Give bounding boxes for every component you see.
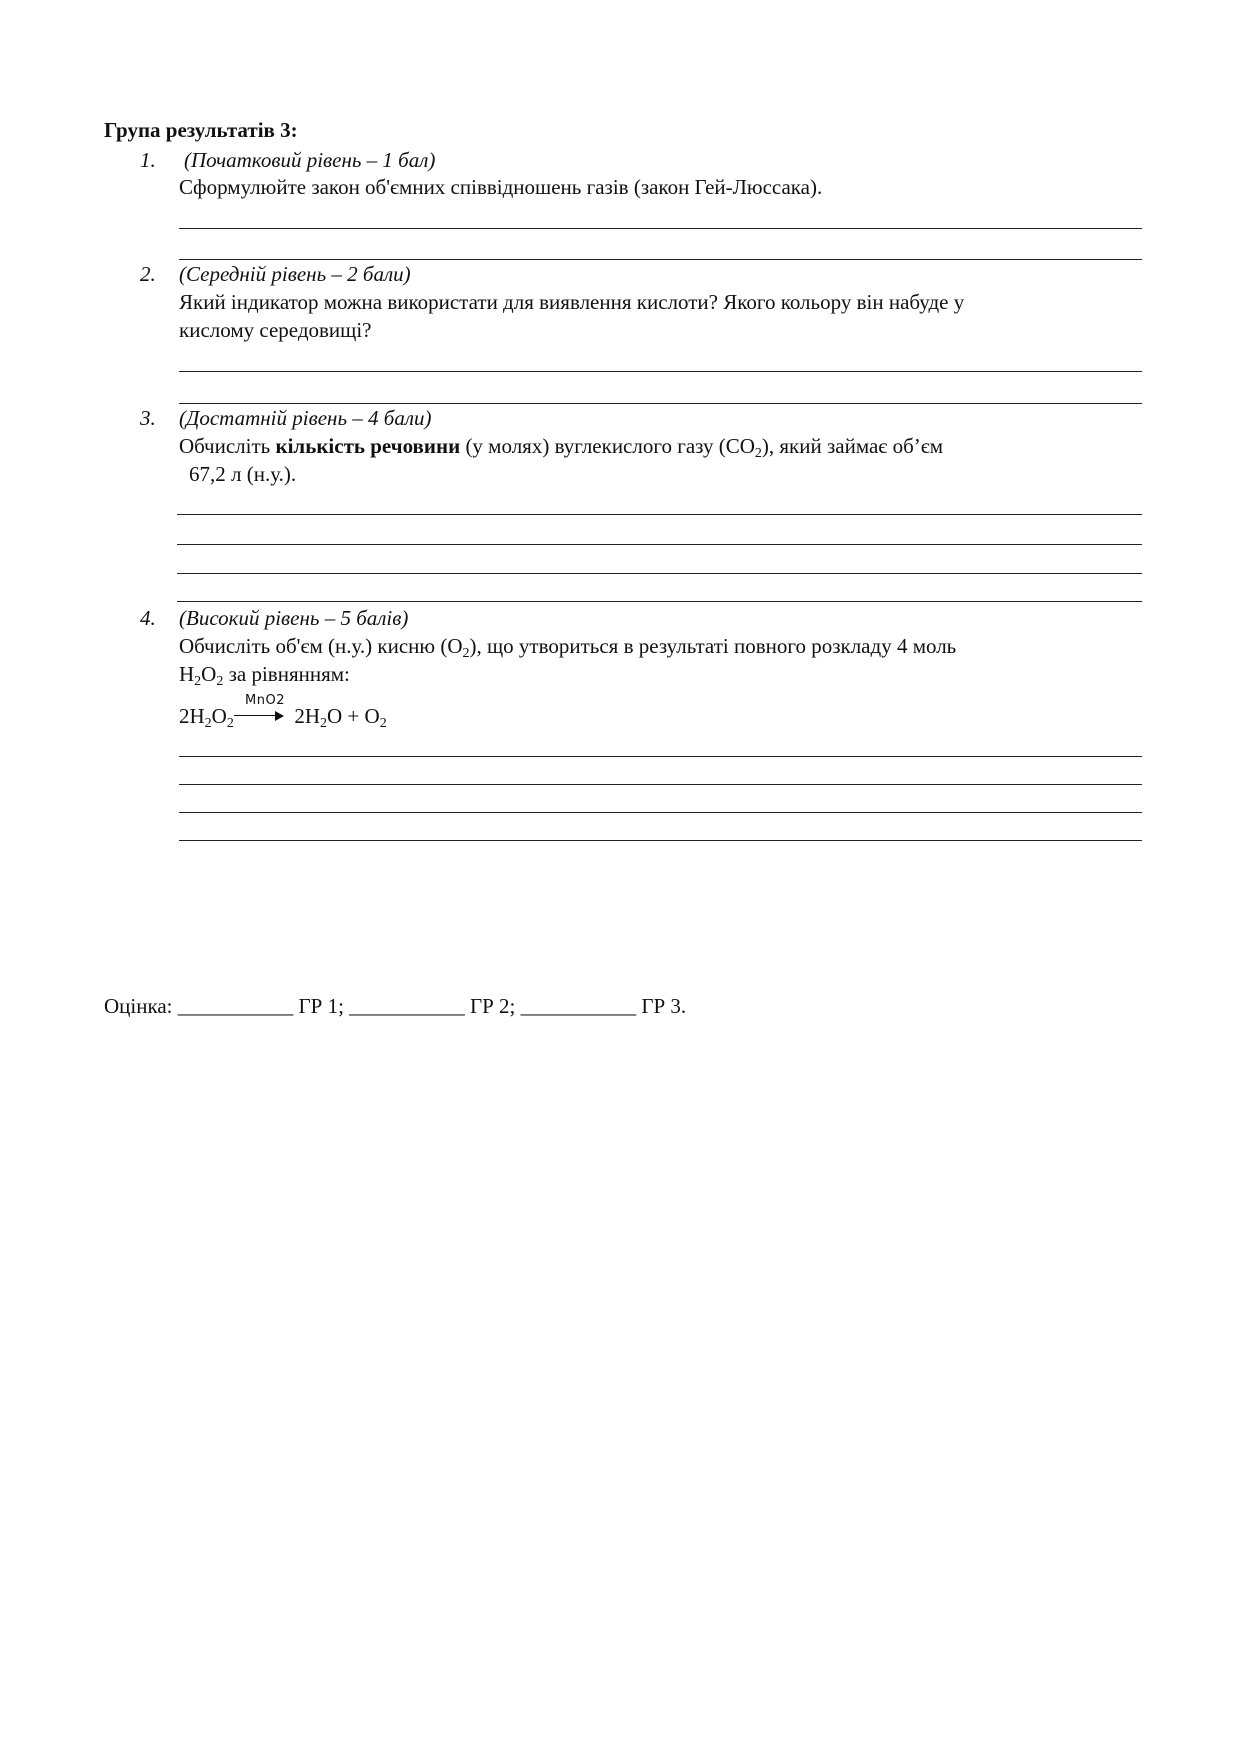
task-3-level: (Достатній рівень – 4 бали)	[179, 406, 432, 430]
answer-line[interactable]	[179, 840, 1142, 841]
task-1-question: Сформулюйте закон об'ємних співвідношень газів (закон Гей-Люссака).	[179, 175, 823, 199]
reaction-equation: $2H_2O_2$ $2H_2O + O_2$	[179, 704, 387, 731]
answer-line[interactable]	[179, 812, 1142, 813]
task-2-question-line-2: кислому середовищі?	[179, 318, 372, 342]
answer-line[interactable]	[179, 228, 1142, 229]
answer-line[interactable]	[179, 756, 1142, 757]
reaction-arrow-icon	[234, 710, 284, 722]
task-4-level: (Високий рівень – 5 балів)	[179, 606, 409, 630]
task-2-question-line-1: Який індикатор можна використати для виявлення кислоти? Якого кольору він набуде у	[179, 290, 965, 314]
answer-line[interactable]	[177, 514, 1142, 515]
group-heading: Група результатів 3:	[104, 118, 298, 142]
answer-line[interactable]	[179, 403, 1142, 404]
task-3-number: 3.	[140, 406, 156, 430]
grade-footer: Оцінка: ___________ ГР 1; ___________ ГР 2; ___________ ГР 3.	[104, 994, 687, 1018]
task-1-number: 1.	[140, 148, 156, 172]
task-4-question-line-2: $H_2O_2$ за рівнянням:	[179, 662, 350, 689]
grade-blank-1[interactable]: ___________	[177, 994, 294, 1018]
grade-label: Оцінка:	[104, 994, 173, 1018]
task-2-number: 2.	[140, 262, 156, 286]
answer-line[interactable]	[179, 259, 1142, 260]
answer-line[interactable]	[179, 784, 1142, 785]
grade-blank-2[interactable]: ___________	[349, 994, 465, 1018]
task-1-level: (Початковий рівень – 1 бал)	[184, 148, 436, 172]
bold-term: кількість речовини	[275, 434, 461, 458]
task-3-question-line-1: Обчисліть кількість речовини (у молях) вуглекислого газу $(CO_2)$, який займає об’єм	[179, 434, 944, 461]
task-2-level: (Середній рівень – 2 бали)	[179, 262, 411, 286]
task-4-question-line-1: Обчисліть об'єм (н.у.) кисню $(O_2)$, що утвориться в результаті повного розкладу 4 моль	[179, 634, 957, 661]
grade-blank-3[interactable]: ___________	[520, 994, 637, 1018]
answer-line[interactable]	[179, 371, 1142, 372]
answer-line[interactable]	[177, 573, 1142, 574]
catalyst-label: MnO2	[245, 693, 285, 708]
task-4-number: 4.	[140, 606, 156, 630]
answer-line[interactable]	[177, 601, 1142, 602]
task-3-question-line-2: 67,2 л (н.у.).	[189, 462, 297, 486]
answer-line[interactable]	[177, 544, 1142, 545]
